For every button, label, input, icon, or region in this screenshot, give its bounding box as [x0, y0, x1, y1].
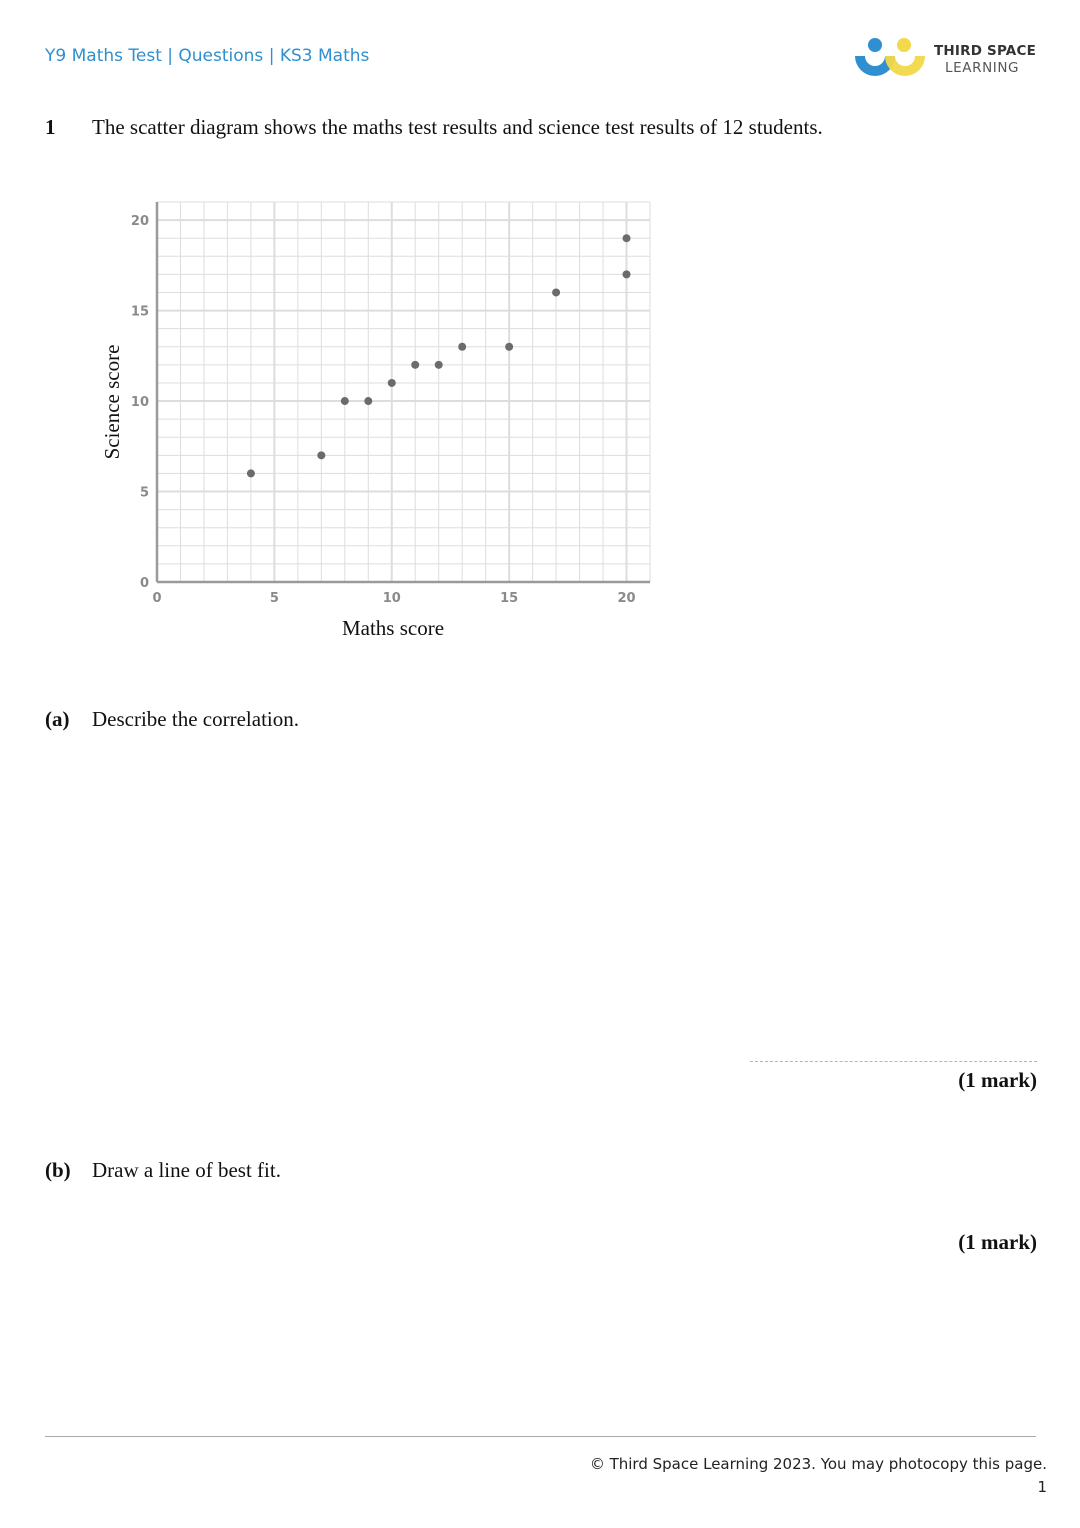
logo-text-line2: LEARNING	[945, 60, 1020, 76]
data-point	[458, 343, 466, 351]
page-number: 1	[1037, 1478, 1047, 1496]
x-tick-label: 15	[500, 591, 519, 606]
x-tick-label: 0	[152, 591, 162, 606]
x-tick-label: 5	[269, 591, 279, 606]
part-a-label: (a)	[45, 707, 70, 731]
y-tick-label: 20	[130, 214, 149, 230]
y-tick-label: 0	[139, 576, 149, 591]
part-b-text: Draw a line of best fit.	[92, 1158, 281, 1182]
answer-line[interactable]	[750, 1061, 1037, 1062]
y-tick-label: 10	[130, 395, 149, 411]
question-number: 1	[45, 115, 56, 139]
logo-text-line1: THIRD SPACE	[934, 43, 1036, 59]
page-header-title: Y9 Maths Test | Questions | KS3 Maths	[45, 46, 370, 66]
data-point	[505, 343, 513, 351]
data-point	[388, 379, 396, 387]
question-text: The scatter diagram shows the maths test results and science test results of 12 students.	[92, 115, 823, 139]
data-point	[341, 397, 349, 405]
part-b-marks: (1 mark)	[958, 1230, 1037, 1254]
scatter-diagram	[95, 190, 665, 650]
data-point	[623, 234, 631, 242]
data-point	[552, 288, 560, 296]
data-point	[317, 451, 325, 459]
y-tick-label: 5	[139, 485, 149, 501]
data-point	[364, 397, 372, 405]
copyright-notice: © Third Space Learning 2023. You may photocopy this page.	[589, 1455, 1047, 1473]
x-tick-label: 10	[382, 591, 401, 606]
data-point	[411, 361, 419, 369]
x-axis-label: Maths score	[341, 616, 445, 640]
x-tick-label: 20	[617, 591, 636, 606]
part-b-label: (b)	[45, 1158, 71, 1182]
part-a-text: Describe the correlation.	[92, 707, 299, 731]
data-point	[623, 270, 631, 278]
logo-mark-icon	[852, 34, 928, 84]
y-axis-label: Science score	[100, 344, 124, 460]
part-a-marks: (1 mark)	[958, 1068, 1037, 1092]
y-tick-label: 15	[130, 304, 149, 320]
data-point	[435, 361, 443, 369]
third-space-learning-logo	[852, 34, 1042, 84]
data-point	[247, 469, 255, 477]
footer-divider	[45, 1436, 1036, 1437]
